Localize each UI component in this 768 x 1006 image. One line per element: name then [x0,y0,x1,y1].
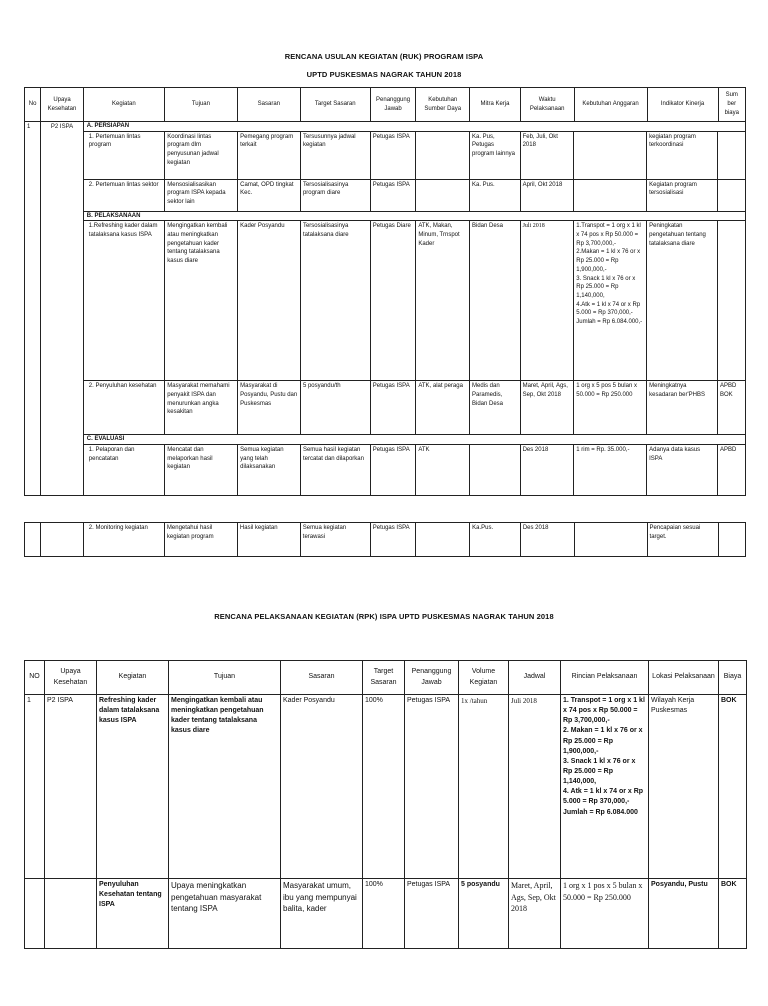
cell-no: 1 [25,695,45,879]
cell-mitra: Ka. Pus. [469,179,520,211]
cell-pj: Petugas ISPA [370,445,416,495]
cell-jadwal: Juli 2018 [509,695,561,879]
cell-kegiatan: 2. Monitoring kegiatan [83,523,164,557]
cell-mitra: Medis dan Paramedis, Bidan Desa [469,381,520,435]
cell-no [25,523,41,557]
cell-upaya: P2 ISPA [45,695,97,879]
cell-tujuan: Mengingatkan kembali atau meningkatkan pengetahuan kader tentang tatalaksana kasus diare [165,221,238,381]
cell-indikator: kegiatan program terkoordinasi [647,131,718,179]
cell-sasaran: Semua kegiatan yang telah dilaksanakan [238,445,301,495]
col-header: Sasaran [237,88,300,122]
col-header: Kegiatan [97,661,169,695]
ruk-title: RENCANA USULAN KEGIATAN (RUK) PROGRAM ISPA [284,52,484,61]
cell-sumber-daya [416,179,470,211]
cell-biaya: BOK [719,879,747,949]
anggaran-line: 4.Atk = 1 kl x 74 or x Rp 5.000 = Rp 370,000,- [576,301,641,317]
col-header: Waktu Pelaksanaan [520,88,574,122]
cell-target: Tersosialisasinya program diare [300,179,370,211]
cell-sasaran: Masyarakat umum, ibu yang mempunyai balita, kader [281,879,363,949]
cell-target: 100% [363,879,405,949]
cell-upaya [41,523,84,557]
cell-sasaran: Hasil kegiatan [237,523,300,557]
cell-sasaran: Masyarakat di Posyandu, Pustu dan Puskesmas [238,381,301,435]
cell-target: Tersusunnya jadwal kegiatan [300,131,370,179]
cell-indikator: Meningkatnya kesadaran ber'PHBS [647,381,718,435]
cell-kegiatan: 2. Penyuluhan kesehatan [84,381,165,435]
col-header: Kebutuhan Anggaran [574,88,647,122]
cell-pj: Petugas Diare [370,221,416,381]
col-header: Penanggung Jawab [370,88,416,122]
rincian-total: Jumlah = Rp 6.084.000 [563,808,638,816]
cell-mitra [469,445,520,495]
cell-pj: Petugas ISPA [405,879,459,949]
table-row [84,131,745,179]
cell-lokasi: Wilayah Kerja Puskesmas [649,695,719,879]
cell-jadwal: Maret, April, Ags, Sep, Okt 2018 [509,879,561,949]
cell-volume: 1x /tahun [459,695,509,879]
cell-kegiatan: 2. Pertemuan lintas sektor [84,179,165,211]
rincian-line: 3. Snack 1 kl x 76 or x Rp 25.000 = Rp 1,140,000, [563,757,636,786]
cell-indikator: Kegiatan program tersosialisasi [647,179,718,211]
rincian-line: 4. Atk = 1 kl x 74 or x Rp 5.000 = Rp 370,000,- [563,788,644,806]
cell-sumber [718,179,746,211]
ruk-table [24,87,746,496]
cell-tujuan: Upaya meningkatkan pengetahuan masyarakat tentang ISPA [169,879,281,949]
cell-tujuan: Mencatat dan melaporkan hasil kegiatan [165,445,238,495]
cell-sumber-daya [416,523,470,557]
cell-mitra: Ka.Pus. [470,523,521,557]
cell-target: Semua kegiatan terawasi [300,523,370,557]
cell-tujuan: Masyarakat memahami penyakit ISPA dan menurunkan angka kesakitan [165,381,238,435]
cell-anggaran: 1 rim = Rp. 35.000,- [574,445,647,495]
col-header: Target Sasaran [363,661,405,695]
col-header: Mitra Kerja [470,88,521,122]
col-header: Lokasi Pelaksanaan [649,661,719,695]
cell-anggaran [574,131,647,179]
table-row [84,179,745,211]
col-header: NO [25,661,45,695]
section-pelaksanaan: B. PELAKSANAAN [84,211,745,221]
col-header: Sasaran [281,661,363,695]
col-header: Tujuan [164,88,237,122]
ruk-continuation-table [24,522,746,557]
cell-sumber-daya: ATK, Makan, Minum, Trnspot Kader [416,221,470,381]
cell-waktu: Des 2018 [520,523,574,557]
table-row [84,221,745,381]
table-row [25,879,747,949]
cell-kegiatan: Penyuluhan Kesehatan tentang ISPA [97,879,169,949]
cell-tujuan: Mensosialisasikan program ISPA kepada sektor lain [165,179,238,211]
cell-mitra: Ka. Pus, Petugas program lainnya [469,131,520,179]
cell-sasaran: Kader Posyandu [238,221,301,381]
cell-kegiatan: 1. Pelaporan dan pencatatan [84,445,165,495]
cell-indikator: Adanya data kasus ISPA [647,445,718,495]
cell-indikator: Pencapaian sesuai target. [647,523,718,557]
cell-anggaran [574,221,647,381]
cell-waktu: Maret, April, Ags, Sep, Okt 2018 [520,381,574,435]
col-header: Sum ber biaya [718,88,745,122]
col-header: Indikator Kinerja [647,88,718,122]
col-header: Jadwal [509,661,561,695]
table-row [25,523,746,557]
cell-pj: Petugas ISPA [405,695,459,879]
cell-anggaran [574,179,647,211]
cell-mitra: Bidan Desa [469,221,520,381]
cell-target: Tersosialisasinya tatalaksana diare [300,221,370,381]
cell-sumber-daya: ATK, alat peraga [416,381,470,435]
ruk-subtitle: UPTD PUSKESMAS NAGRAK TAHUN 2018 [306,70,462,79]
cell-target: 5 posyandu/th [300,381,370,435]
cell-sasaran: Camat, OPD tingkat Kec. [238,179,301,211]
cell-indikator: Peningkatan pengetahuan tentang tatalaksana diare [647,221,718,381]
rpk-table [24,660,747,949]
cell-upaya [45,879,97,949]
col-header: Volume Kegiatan [459,661,509,695]
cell-tujuan: Mengetahui hasil kegiatan program [164,523,237,557]
col-header: Upaya Kesehatan [45,661,97,695]
rpk-title: RENCANA PELAKSANAAN KEGIATAN (RPK) ISPA UPTD PUSKESMAS NAGRAK TAHUN 2018 [214,612,554,621]
cell-sumber-daya [416,131,470,179]
cell-biaya: BOK [719,695,747,879]
cell-waktu: Des 2018 [520,445,574,495]
cell-sumber [718,523,745,557]
anggaran-line: 2.Makan = 1 kl x 76 or x Rp 25.000 = Rp 1,900,000,- [576,249,641,273]
ruk-main-row [25,122,746,496]
col-header: No [25,88,41,122]
rincian-line: 2. Makan = 1 kl x 76 or x Rp 25.000 = Rp 1,900,000,- [563,727,643,755]
col-header: Kebutuhan Sumber Daya [416,88,470,122]
cell-sumber: APBD BOK [718,381,746,435]
cell-kegiatan: 1.Refreshing kader dalam tatalaksana kasus ISPA [84,221,165,381]
col-header: Tujuan [169,661,281,695]
cell-pj: Petugas ISPA [370,131,416,179]
cell-no [25,879,45,949]
cell-kegiatan: 1. Pertemuan lintas program [84,131,165,179]
col-header: Biaya [719,661,747,695]
cell-anggaran: 1 org x 5 pos 5 bulan x 50.000 = Rp 250.000 [574,381,647,435]
table-row [84,381,745,435]
anggaran-line: 3. Snack 1 kl x 76 or x Rp 25.000 = Rp 1,140,000, [576,275,636,299]
cell-tujuan: Mengingatkan kembali atau meningkatkan pengetahuan kader tentang tatalaksana kasus diare [169,695,281,879]
cell-sumber-daya: ATK [416,445,470,495]
cell-sumber [718,131,746,179]
cell-target: 100% [363,695,405,879]
cell-waktu: April, Okt 2018 [520,179,574,211]
col-header: Kegiatan [83,88,164,122]
ruk-activities [83,122,745,496]
ruk-header-row [25,88,746,122]
cell-sasaran: Kader Posyandu [281,695,363,879]
cell-waktu: Juli 2018 [520,221,574,381]
cell-volume: 5 posyandu [459,879,509,949]
cell-pj: Petugas ISPA [370,179,416,211]
col-header: Penanggung Jawab [405,661,459,695]
row-no: 1 [25,122,41,496]
cell-pj: Petugas ISPA [370,381,416,435]
section-persiapan: A. PERSIAPAN [86,123,130,129]
anggaran-total: Jumlah = Rp 6.084.000,- [576,318,643,325]
cell-rincian: 1 org x 1 pos x 5 bulan x 50.000 = Rp 250.000 [561,879,649,949]
col-header: Target Sasaran [300,88,370,122]
cell-sumber [718,221,746,381]
col-header: Upaya Kesehatan [41,88,84,122]
cell-kegiatan: Refreshing kader dalam tatalaksana kasus ISPA [97,695,169,879]
cell-sasaran: Pemegang program terkait [238,131,301,179]
cell-pj: Petugas ISPA [370,523,416,557]
cell-anggaran [574,523,647,557]
cell-tujuan: Koordinasi lintas program dlm penyusunan jadwal kegiatan [165,131,238,179]
rincian-line: 1. Transpot = 1 org x 1 kl x 74 pos x Rp 50.000 = Rp 3,700,000,- [563,697,645,725]
cell-rincian [561,695,649,879]
table-row [84,445,745,495]
rpk-header-row [25,661,747,695]
cell-lokasi: Posyandu, Pustu [649,879,719,949]
cell-target: Semua hasil kegiatan tercatat dan dilaporkan [300,445,370,495]
cell-waktu: Feb, Juli, Okt 2018 [520,131,574,179]
section-evaluasi: C. EVALUASI [84,435,745,445]
upaya-kesehatan: P2 ISPA [41,122,84,496]
anggaran-line: 1.Transpot = 1 org x 1 kl x 74 pos x Rp 50.000 = Rp 3,700,000,- [576,223,641,247]
col-header: Rincian Pelaksanaan [561,661,649,695]
cell-sumber: APBD [718,445,746,495]
table-row [25,695,747,879]
